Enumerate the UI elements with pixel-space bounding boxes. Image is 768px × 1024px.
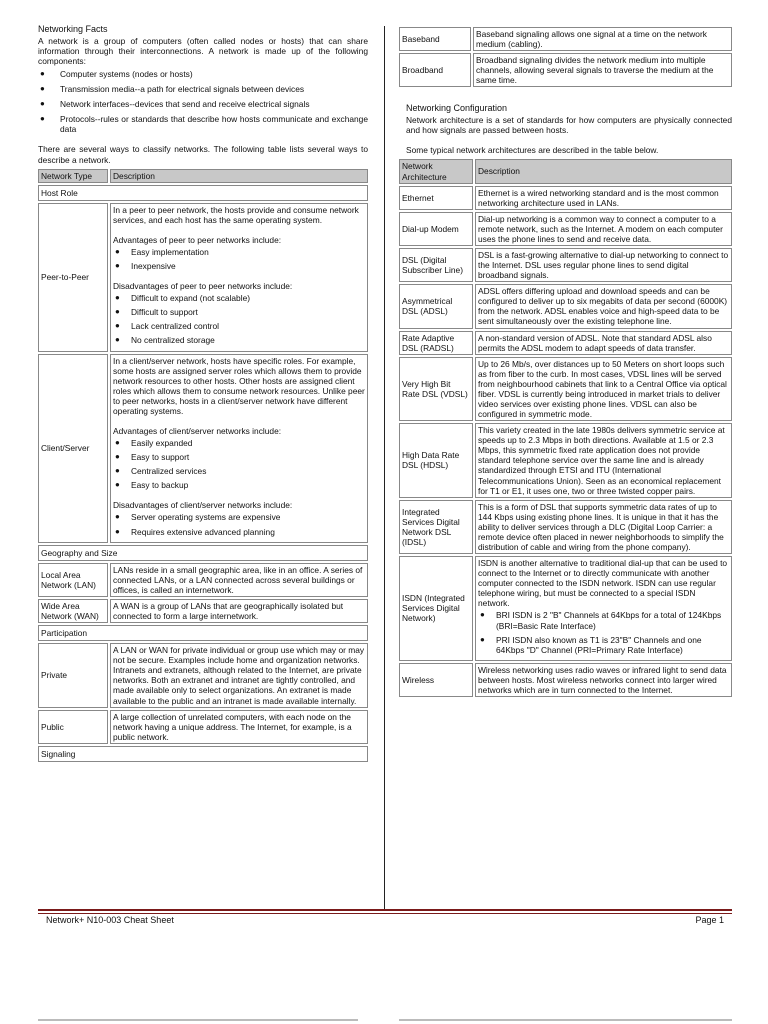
row-description: Dial-up networking is a common way to connect a computer to a remote network, such as the Internet. A modem on each computer uses the phone lines to send and receive data.	[475, 212, 732, 246]
row-description	[110, 354, 368, 543]
table-row	[399, 248, 732, 282]
row-label: Local Area Network (LAN)	[38, 563, 108, 597]
row-description: A LAN or WAN for private individual or group use which may or may not be secure. Examples include home and organization networks. Intranets and extranets, although related to the Internet, are private networks. Both an extranet and intranet are tightly controlled, and made available only to select organizations. An extranet is made available to the public and an intranet is made available internally.	[110, 643, 368, 707]
row-label: Public	[38, 710, 108, 744]
classify-paragraph: There are several ways to classify networks. The following table lists several ways to describe a network.	[38, 144, 368, 165]
row-label: DSL (Digital Subscriber Line)	[399, 248, 473, 282]
table-row	[399, 556, 732, 661]
table-row	[399, 357, 732, 421]
row-description	[475, 556, 732, 661]
next-page-edge	[399, 1019, 732, 1021]
list-item: ● Difficult to support	[113, 307, 365, 317]
list-item: ● Transmission media--a path for electrical signals between devices	[38, 84, 368, 94]
row-label: Very High Bit Rate DSL (VDSL)	[399, 357, 473, 421]
signaling-table	[397, 25, 734, 89]
row-label: Wide Area Network (WAN)	[38, 599, 108, 623]
list-item: ● Inexpensive	[113, 261, 365, 271]
table-row	[399, 423, 732, 498]
footer-title: Network+ N10-003 Cheat Sheet	[46, 915, 174, 925]
left-column	[38, 24, 368, 764]
list-item: ● Easy to backup	[113, 480, 365, 490]
table-section-row	[38, 746, 368, 762]
disadvantages-title: Disadvantages of peer to peer networks include:	[113, 281, 293, 292]
list-item: ● Difficult to expand (not scalable)	[113, 293, 365, 303]
column-divider	[384, 26, 385, 909]
row-label: Rate Adaptive DSL (RADSL)	[399, 331, 473, 355]
description-text: In a peer to peer network, the hosts provide and consume network services, and each host has the same operating system.	[113, 204, 359, 225]
advantages-title: Advantages of client/server networks include:	[113, 425, 282, 436]
architecture-table	[397, 157, 734, 699]
list-item: ● BRI ISDN is 2 "B" Channels at 64Kbps for a total of 124Kbps (BRI=Basic Rate Interface)	[478, 610, 729, 630]
table-row	[399, 284, 732, 328]
table-row	[399, 186, 732, 210]
advantages-list	[113, 438, 365, 490]
list-item: ● Network interfaces--devices that send and receive electrical signals	[38, 99, 368, 109]
row-label: Baseband	[399, 27, 471, 51]
row-label: Integrated Services Digital Network DSL (IDSL)	[399, 500, 473, 554]
row-description: Baseband signaling allows one signal at a time on the network medium (cabling).	[473, 27, 732, 51]
row-label: Private	[38, 643, 108, 707]
table-header-row	[38, 169, 368, 183]
footer-rule	[38, 909, 732, 911]
list-item: ● Centralized services	[113, 466, 365, 476]
footer-rule-thin	[38, 913, 732, 914]
table-row	[38, 563, 368, 597]
row-description: Up to 26 Mb/s, over distances up to 50 Meters on short loops such as from fiber to the curb. In most cases, VDSL lines will be served from neighbourhood cabinets that link to a Central Office via optical fiber. VDSL is currently being introduced in market trials to deliver video services over existing phone lines. VDSL can also be configured in symmetric mode.	[475, 357, 732, 421]
row-description: This is a form of DSL that supports symmetric data rates of up to 144 Kbps using existing phone lines. It is unique in that it has the ability to deliver services through a DLC (Digital Loop Carrier: a remote device often placed in newer neighborhoods to simplify the distribution of cable and wiring from the phone company).	[475, 500, 732, 554]
next-page-edge	[38, 1019, 358, 1021]
row-label: Broadband	[399, 53, 471, 87]
section-heading: Networking Configuration	[406, 103, 508, 114]
column-header: Description	[110, 169, 368, 183]
row-label: Asymmetrical DSL (ADSL)	[399, 284, 473, 328]
row-label: Wireless	[399, 663, 473, 697]
section-label: Host Role	[38, 185, 368, 201]
table-section-row	[38, 185, 368, 201]
row-description	[110, 203, 368, 352]
advantages-list	[113, 247, 365, 271]
list-item: ● Server operating systems are expensive	[113, 512, 365, 522]
list-item: ● Easy to support	[113, 452, 365, 462]
description-text: ISDN is another alternative to traditional dial-up that can be used to connect to the Internet or to directly communicate with another computer connected to the ISDN network. ISDN can use regular telephone wiring, but must be connected to a special ISDN network.	[478, 558, 728, 609]
table-section-row	[38, 545, 368, 561]
row-label: Ethernet	[399, 186, 473, 210]
column-header: Network Architecture	[399, 159, 473, 183]
table-header-row	[399, 159, 732, 183]
intro-paragraph: A network is a group of computers (often called nodes or hosts) that can share information through their interconnections. A network is made up of the following components:	[38, 35, 368, 66]
column-header: Network Type	[38, 169, 108, 183]
table-section-row	[38, 625, 368, 641]
row-description: Broadband signaling divides the network medium into multiple channels, allowing several signals to traverse the medium at the same time.	[473, 53, 732, 87]
components-list	[38, 69, 368, 134]
row-description: A non-standard version of ADSL. Note that standard ADSL also permits the ADSL modem to adapt speeds of data transfer.	[475, 331, 732, 355]
table-row	[399, 27, 732, 51]
right-column	[399, 27, 732, 699]
row-description: A large collection of unrelated computers, with each node on the network having a unique address. The Internet, for example, is a public network.	[110, 710, 368, 744]
table-row	[38, 354, 368, 543]
table-row	[399, 53, 732, 87]
disadvantages-title: Disadvantages of client/server networks include:	[113, 500, 293, 511]
section-label: Participation	[38, 625, 368, 641]
description-text: In a client/server network, hosts have specific roles. For example, some hosts are assigned server roles which allows them to provide network resources to other hosts. Other hosts are assigned client roles which allows them to consume network resources. Unlike peer to peer networks, hosts in a client/server network have different operating systems.	[113, 355, 365, 416]
row-description: Ethernet is a wired networking standard and is the most common networking architecture used in LANs.	[475, 186, 732, 210]
architecture-intro: Network architecture is a set of standards for how computers are physically connected and how signals are passed between hosts.	[406, 115, 732, 136]
section-label: Signaling	[38, 746, 368, 762]
list-item: ● Easy implementation	[113, 247, 365, 257]
list-item: ● No centralized storage	[113, 335, 365, 345]
row-description: Wireless networking uses radio waves or infrared light to send data between hosts. Most wireless networks connect into larger wired networks which are in turn connected to the Internet.	[475, 663, 732, 697]
table-row	[38, 710, 368, 744]
page-number: Page 1	[695, 915, 724, 925]
section-heading: Networking Facts	[38, 24, 108, 34]
table-row	[38, 203, 368, 352]
disadvantages-list	[113, 512, 365, 536]
row-label: Peer-to-Peer	[38, 203, 108, 352]
list-item: ● Protocols--rules or standards that describe how hosts communicate and exchange data	[38, 114, 368, 134]
list-item: ● Computer systems (nodes or hosts)	[38, 69, 368, 79]
disadvantages-list	[113, 293, 365, 345]
table-row	[399, 500, 732, 554]
table-row	[38, 599, 368, 623]
list-item: ● Requires extensive advanced planning	[113, 527, 365, 537]
list-item: ● Easily expanded	[113, 438, 365, 448]
row-description: ADSL offers differing upload and download speeds and can be configured to deliver up to six megabits of data per second (6000K) from the network. ADSL enables voice and high-speed data to be sent simultaneously over the existing telephone line.	[475, 284, 732, 328]
row-label: High Data Rate DSL (HDSL)	[399, 423, 473, 498]
table-row	[399, 663, 732, 697]
table-row	[399, 212, 732, 246]
row-description: A WAN is a group of LANs that are geographically isolated but connected to form a large internetwork.	[110, 599, 368, 623]
row-description: This variety created in the late 1980s delivers symmetric service at speeds up to 2.3 Mbps in both directions. Available at 1.5 or 2.3 Mbps, this symmetric fixed rate application does not provide standard telephone service over the same line and is already standardized through ETSI and ITU (International Telecommunications Union). Seen as an economical replacement for T1 or E1, it uses one, two or three twisted copper pairs.	[475, 423, 732, 498]
isdn-list	[478, 610, 729, 654]
list-item: ● PRI ISDN also known as T1 is 23"B" Channels and one 64Kbps "D" Channel (PRI=Primary Rate Interface)	[478, 635, 729, 655]
section-label: Geography and Size	[38, 545, 368, 561]
table-row	[399, 331, 732, 355]
architecture-typical: Some typical network architectures are described in the table below.	[406, 145, 659, 156]
row-description: LANs reside in a small geographic area, like in an office. A series of connected LANs, or a LAN connected across several buildings or offices, is called an internetwork.	[110, 563, 368, 597]
advantages-title: Advantages of peer to peer networks include:	[113, 234, 282, 245]
row-label: Client/Server	[38, 354, 108, 543]
table-row	[38, 643, 368, 707]
row-description: DSL is a fast-growing alternative to dial-up networking to connect to the Internet. DSL uses regular phone lines to send digital broadband signals.	[475, 248, 732, 282]
row-label: ISDN (Integrated Services Digital Network)	[399, 556, 473, 661]
column-header: Description	[475, 159, 732, 183]
network-types-table	[36, 167, 370, 764]
row-label: Dial-up Modem	[399, 212, 473, 246]
list-item: ● Lack centralized control	[113, 321, 365, 331]
